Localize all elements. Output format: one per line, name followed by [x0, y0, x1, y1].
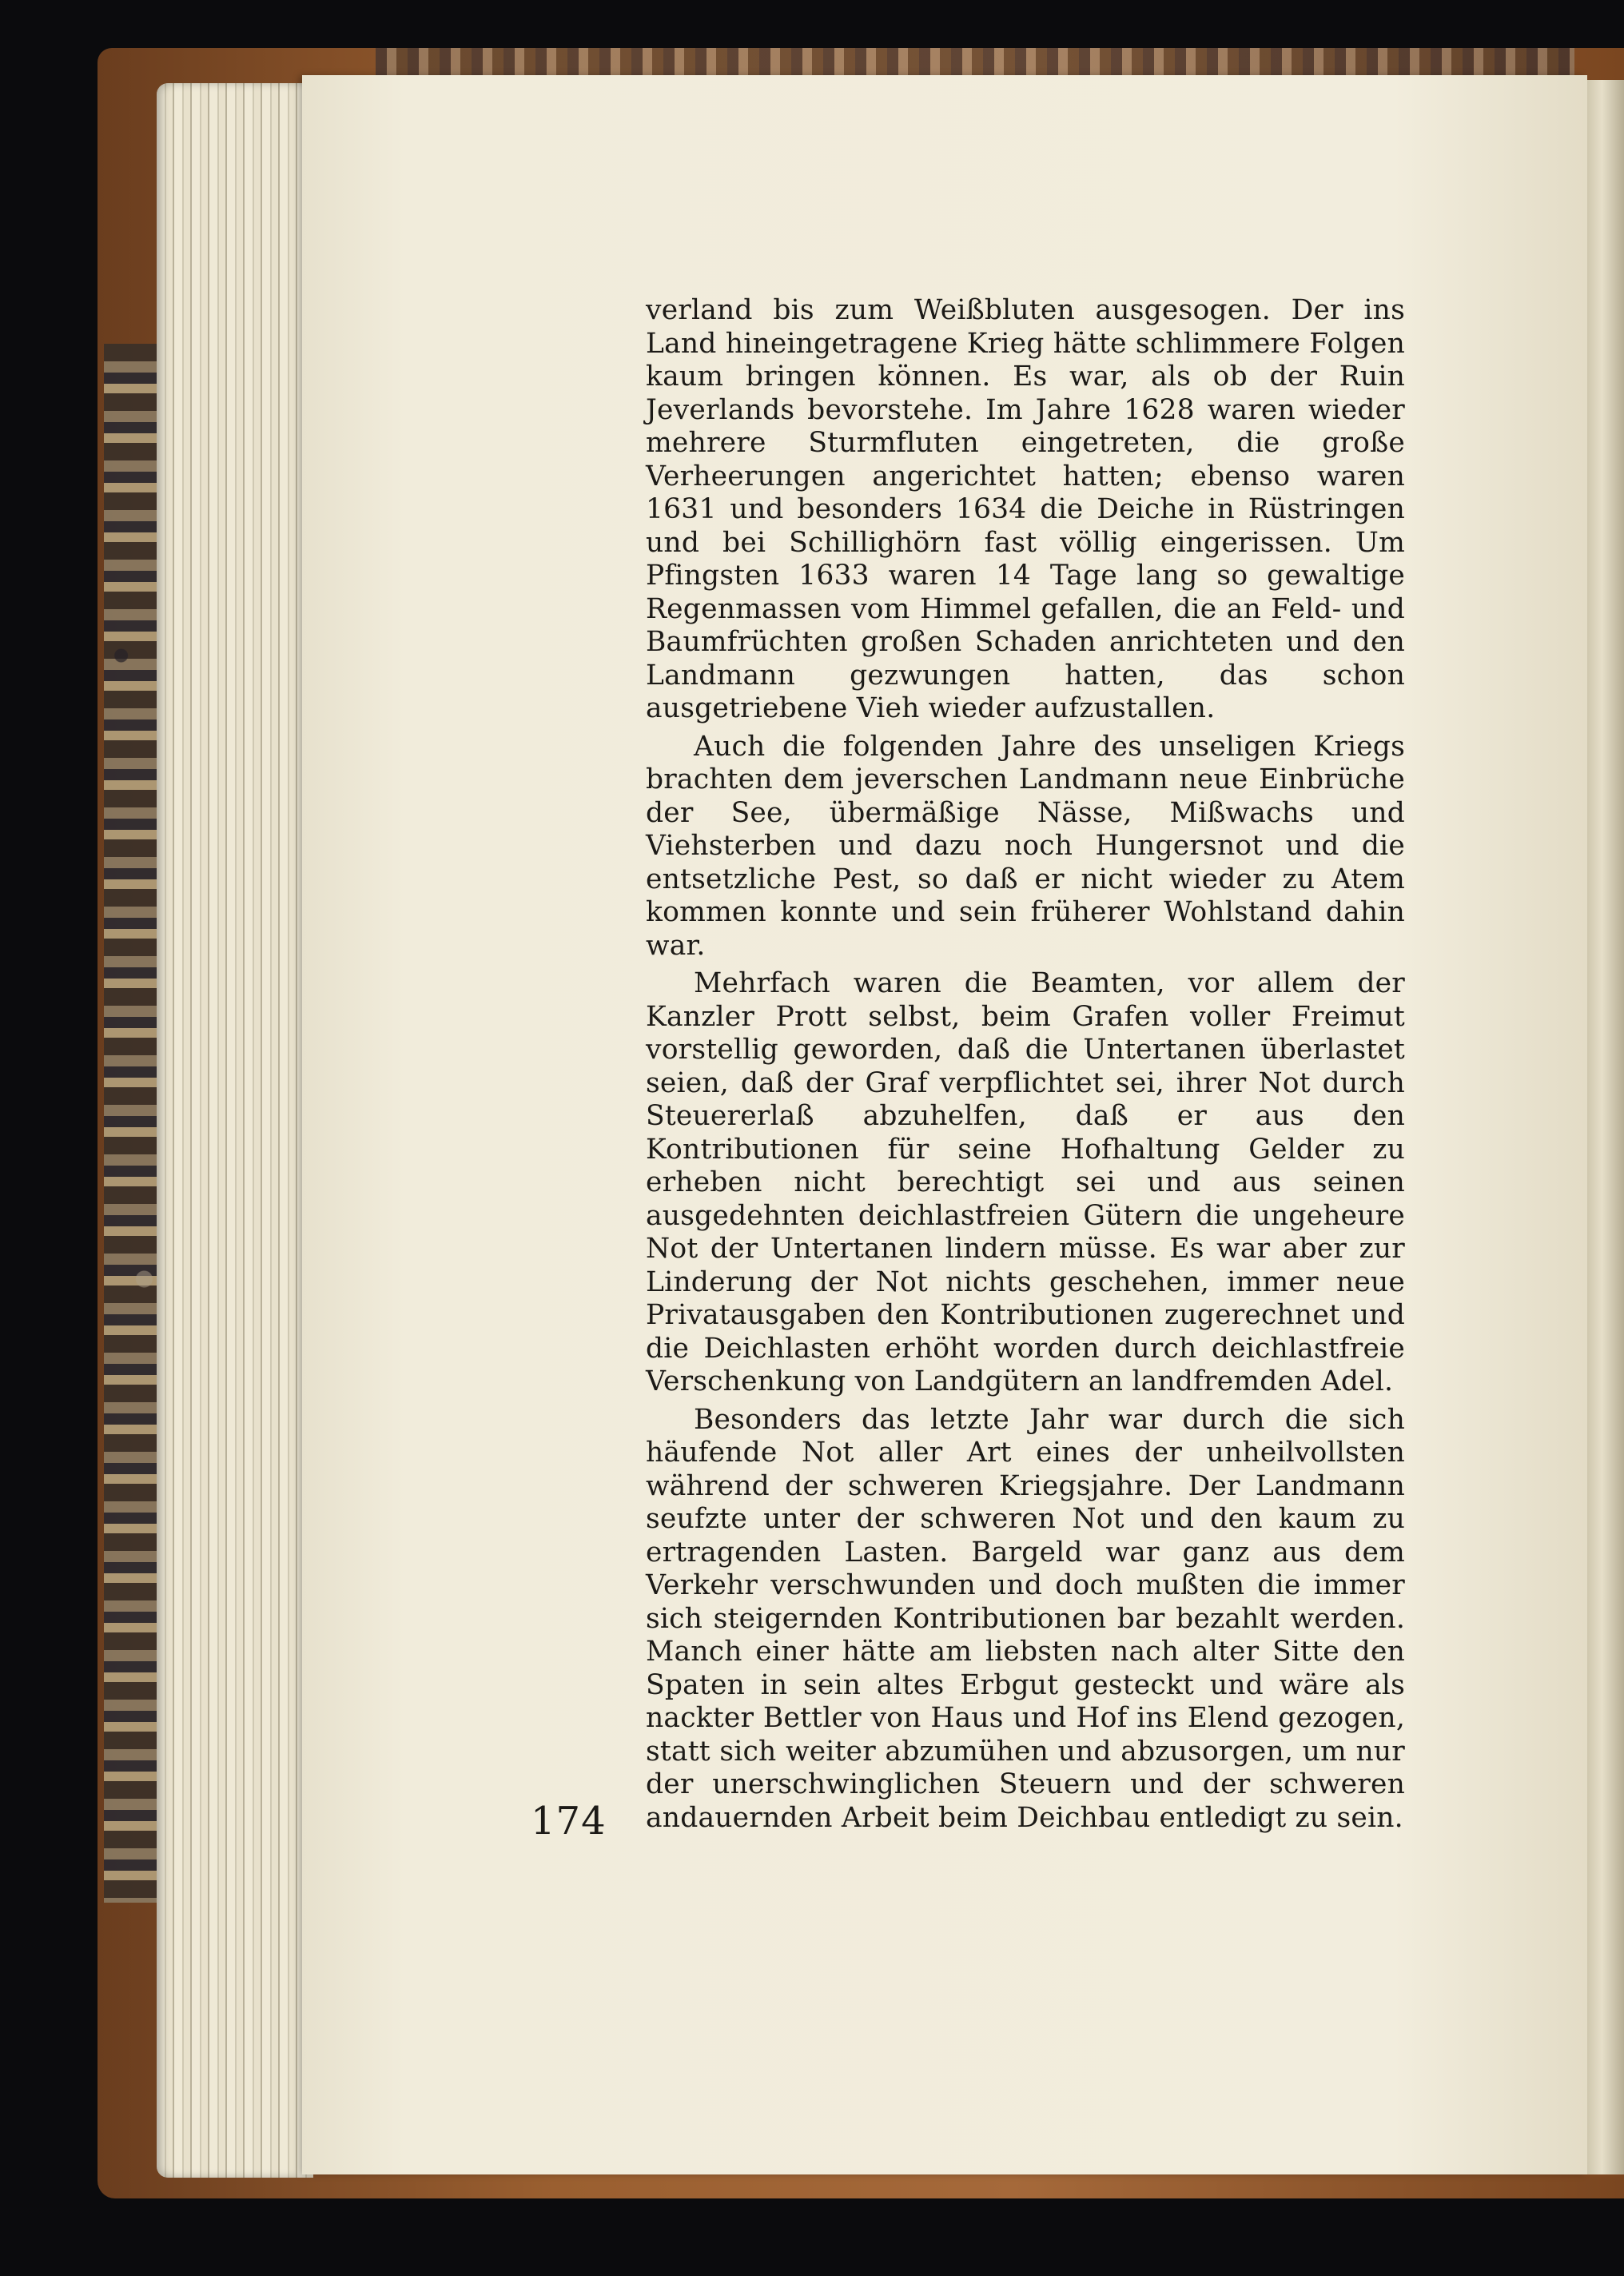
body-text	[646, 294, 1405, 1835]
paragraph: Auch die folgenden Jahre des unseligen Kriegs brachten dem jeverschen Landmann neue Einbrüche der See, übermäßige Nässe, Mißwachs und Viehsterben und dazu noch Hungersnot und die entsetzliche Pest, so daß er nicht wieder zu Atem kommen konnte und sein früherer Wohlstand dahin war.	[646, 730, 1405, 962]
marbled-board	[104, 344, 161, 1903]
marbled-edge-top	[376, 48, 1574, 77]
paragraph: verland bis zum Weißbluten ausgesogen. Der ins Land hineingetragene Krieg hätte schlimmere Folgen kaum bringen können. Es war, als ob der Ruin Jeverlands bevorstehe. Im Jahre 1628 waren wieder mehrere Sturmfluten eingetreten, die große Verheerungen angerichtet hatten; ebenso waren 1631 und besonders 1634 die Deiche in Rüstringen und bei Schillighörn fast völlig eingerissen. Um Pfingsten 1633 waren 14 Tage lang so gewaltige Regenmassen vom Himmel gefallen, die an Feld- und Baumfrüchten großen Schaden anrichteten und den Landmann gezwungen hatten, das schon ausgetriebene Vieh wieder aufzustallen.	[646, 294, 1405, 724]
facing-page-edge	[1587, 80, 1624, 2174]
paragraph: Mehrfach waren die Beamten, vor allem der Kanzler Prott selbst, beim Grafen voller Freimut vorstellig geworden, daß die Untertanen überlastet seien, daß der Graf verpflichtet sei, ihrer Not durch Steuererlaß abzuhelfen, daß er aus den Kontributionen für seine Hofhaltung Gelder zu erheben nicht berechtigt sei und aus seinen ausgedehnten deichlastfreien Gütern die ungeheure Not der Untertanen lindern müsse. Es war aber zur Linderung der Not nichts geschehen, immer neue Privatausgaben den Kontributionen zugerechnet und die Deichlasten erhöht worden durch deichlastfreie Verschenkung von Landgütern an landfremden Adel.	[646, 967, 1405, 1397]
page-edges	[157, 83, 313, 2178]
page-number: 174	[531, 1799, 607, 1844]
paragraph: Besonders das letzte Jahr war durch die sich häufende Not aller Art eines der unheilvollsten während der schweren Kriegsjahre. Der Landmann seufzte unter der schweren Not und den kaum zu ertragenden Lasten. Bargeld war ganz aus dem Verkehr verschwunden und doch mußten die immer sich steigernden Kontributionen bar bezahlt werden. Manch einer hätte am liebsten nach alter Sitte den Spaten in sein altes Erbgut gesteckt und wäre als nackter Bettler von Haus und Hof ins Elend gezogen, statt sich weiter abzumühen und abzusorgen, um nur der unerschwinglichen Steuern und der schweren andauernden Arbeit beim Deichbau entledigt zu sein.	[646, 1403, 1405, 1834]
